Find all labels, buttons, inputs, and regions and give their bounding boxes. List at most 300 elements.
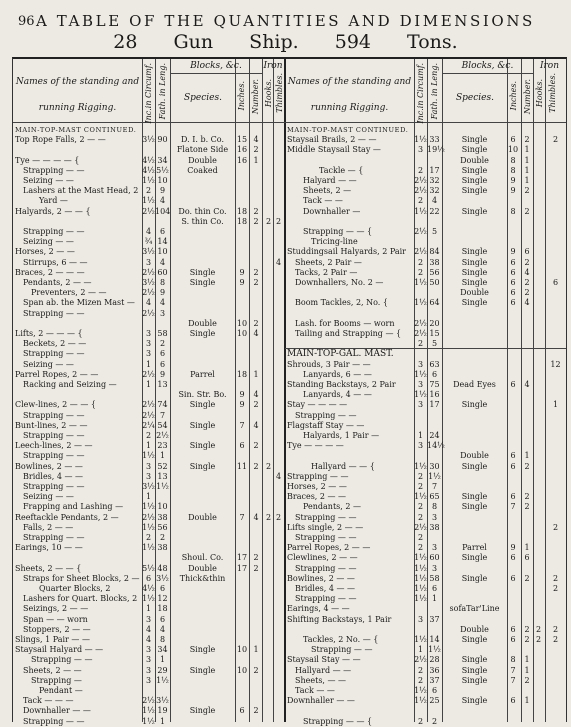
rigging-name: Preventers, 2 — —: [31, 288, 107, 298]
rigging-name: Yard —: [39, 196, 68, 206]
rigging-name: Strapping — —: [295, 594, 357, 604]
thimbles-count: 2: [552, 584, 559, 593]
circumference-value: 2: [417, 165, 424, 175]
species-header-right: Species.: [456, 93, 494, 103]
block-inches: 6: [510, 298, 516, 308]
length-value: 25: [429, 696, 440, 706]
circumference-header: Inc.in Circumf.: [144, 63, 153, 124]
block-number: 2: [524, 135, 530, 145]
rigging-name: MAIN-TOP-GAL. MAST.: [287, 349, 394, 360]
rigging-name: Tack — —: [303, 196, 343, 206]
rigging-name: Seizing — —: [23, 359, 74, 369]
rigging-name: Slings, 1 Pair — —: [15, 635, 90, 644]
block-number: 2: [524, 186, 530, 196]
block-inches: 7: [510, 502, 516, 512]
circumference-value: 2½: [414, 655, 427, 665]
thimbles-count: 4: [275, 257, 282, 267]
rigging-name: Clewlines, 2 — —: [287, 553, 358, 563]
length-value: 56: [429, 267, 440, 277]
circumference-value: 3: [145, 645, 152, 655]
circumference-value: 1½: [414, 206, 427, 216]
block-number: 2: [524, 206, 530, 216]
block-inches: 6: [239, 441, 245, 451]
hooks-count: 2: [535, 624, 542, 634]
length-value: 1: [159, 716, 166, 726]
circumference-value: 1½: [414, 686, 427, 695]
circumference-value: 2: [417, 502, 424, 512]
block-number: 2: [253, 461, 259, 471]
length-value: 60: [157, 267, 168, 277]
circumference-value: 3: [145, 329, 152, 338]
length-value: 6: [159, 614, 166, 624]
block-species: Single: [189, 706, 216, 716]
circumference-value: 1: [145, 492, 152, 502]
length-value: 6: [431, 686, 438, 695]
block-species: Double: [460, 155, 489, 165]
circumference-value: 1½: [414, 594, 427, 604]
length-value: 8: [159, 278, 166, 287]
inches-header: Inches.: [237, 81, 246, 111]
circumference-value: 1½: [414, 635, 427, 644]
block-number: 2: [253, 665, 259, 675]
block-species: Single: [461, 165, 488, 175]
page-number: 96: [18, 14, 35, 29]
circumference-value: 2½: [142, 267, 155, 277]
block-species: Single: [461, 461, 488, 471]
block-inches: 9: [510, 247, 516, 257]
circumference-value: 1½: [142, 594, 155, 604]
rigging-name: Strapping — —: [23, 716, 85, 726]
length-value: 6: [159, 349, 166, 359]
length-value: 3½: [156, 696, 169, 706]
length-value: 29: [157, 665, 168, 675]
block-number: 2: [524, 278, 530, 287]
rigging-name: Earings, 4 — —: [287, 604, 350, 614]
block-species: Coaked: [187, 165, 218, 175]
length-value: 3: [431, 563, 438, 573]
circumference-value: 2: [145, 431, 152, 440]
length-value: 2: [431, 716, 438, 726]
circumference-value: 2½: [414, 318, 427, 328]
circumference-value: 2: [417, 267, 424, 277]
thimbles-count: 2: [552, 573, 559, 583]
length-value: 24: [429, 431, 440, 440]
length-value: 52: [157, 461, 168, 471]
rigging-name: Strapping — —: [23, 533, 85, 542]
length-value: 7: [431, 482, 438, 491]
length-value: 5: [431, 339, 438, 349]
circumference-value: 1½: [414, 553, 427, 563]
block-inches: 6: [510, 635, 516, 644]
block-number: 4: [253, 329, 259, 338]
block-species: Double: [460, 624, 489, 634]
block-species: Double: [460, 288, 489, 298]
block-number: 2: [253, 441, 259, 451]
rigging-name: MAIN-TOP-MAST CONTINUED.: [15, 126, 137, 134]
length-value: 38: [157, 512, 168, 522]
block-inches: 16: [236, 145, 248, 155]
length-value: 65: [429, 492, 440, 502]
block-inches: 7: [239, 420, 245, 430]
circumference-value: 2½: [414, 186, 427, 196]
rigging-name: Bunt-lines, 2 — —: [15, 420, 88, 430]
rigging-name: Hallyard — — {: [311, 461, 375, 471]
circumference-value: 1½: [414, 461, 427, 471]
circumference-value: 1½: [414, 492, 427, 502]
circumference-value: 3: [417, 400, 424, 410]
circumference-value: 4: [145, 227, 152, 236]
block-inches: 10: [507, 145, 519, 155]
length-value: 1½: [428, 471, 441, 481]
circumference-value: 3: [145, 461, 152, 471]
circumference-value: 2: [417, 196, 424, 206]
length-value: 6: [431, 584, 438, 593]
circumference-value: 1½: [414, 135, 427, 145]
block-number: 2: [253, 267, 259, 277]
circumference-value: 1½: [142, 451, 155, 461]
block-inches: 6: [510, 696, 516, 706]
thimbles-count: 2: [552, 135, 559, 145]
circumference-value: 1: [417, 645, 424, 655]
circumference-value: 1½: [142, 716, 155, 726]
block-number: 4: [253, 420, 259, 430]
length-value: 5½: [156, 165, 169, 175]
length-value: 63: [429, 359, 440, 369]
circumference-value: 2½: [414, 176, 427, 185]
hooks-count: 2: [265, 461, 272, 471]
length-value: 1½: [156, 482, 169, 491]
rigging-name: Halyard — —: [303, 176, 357, 185]
block-inches: 18: [236, 369, 248, 379]
circumference-value: 2: [145, 186, 152, 196]
length-value: 6: [431, 369, 438, 379]
length-value: 60: [429, 553, 440, 563]
block-inches: 9: [239, 400, 245, 410]
rigging-name: Bowlines, 2 — —: [15, 461, 83, 471]
block-number: 2: [524, 288, 530, 298]
circumference-value: 1½: [414, 390, 427, 400]
circumference-value: 2½: [414, 247, 427, 257]
circumference-value: 2½: [142, 308, 155, 318]
block-inches: 8: [510, 206, 516, 216]
thimbles-count: 2: [275, 216, 282, 226]
length-value: 38: [429, 257, 440, 267]
rigging-name: Shifting Backstays, 1 Pair: [287, 614, 392, 624]
rigging-name: Falls, 2 — —: [23, 522, 74, 532]
block-number: 1: [253, 369, 259, 379]
rigging-name: Strapping — — {: [303, 227, 373, 236]
rigging-name: Seizing — —: [23, 176, 74, 185]
circumference-value: 1½: [142, 543, 155, 553]
circumference-value: 4½: [142, 165, 155, 175]
rigging-name: Span — — worn: [23, 614, 88, 624]
length-value: 3½: [156, 573, 169, 583]
rigging-name: Staysail Halyard — —: [15, 645, 104, 655]
length-value: 3: [431, 512, 438, 522]
block-number: 1: [524, 696, 530, 706]
length-value: 1: [159, 451, 166, 461]
rigging-name: Braces, 2 — — —: [15, 267, 85, 277]
rigging-name: Horses, 2 — —: [15, 247, 75, 257]
circumference-value: 3: [145, 257, 152, 267]
iron-header: Iron: [263, 61, 283, 71]
length-value: 23: [157, 441, 168, 451]
thimbles-count: 2: [552, 635, 559, 644]
circumference-value: 2½: [142, 206, 155, 216]
circumference-value: 2: [417, 471, 424, 481]
block-inches: 6: [510, 288, 516, 298]
circumference-value: 2½: [142, 410, 155, 420]
block-species: Sin. Str. Bo.: [178, 390, 227, 400]
circumference-value: 3: [417, 614, 424, 624]
circumference-value: 2: [417, 339, 424, 349]
block-species: Single: [461, 665, 488, 675]
length-value: 36: [429, 665, 440, 675]
length-value: 1½: [156, 675, 169, 685]
length-value: 4: [159, 257, 166, 267]
length-value: 32: [429, 186, 440, 196]
blocks-header: Blocks, &c.: [190, 61, 242, 71]
length-value: 64: [429, 298, 440, 308]
rigging-name: Tack — —: [295, 686, 335, 695]
circumference-value: 1: [145, 380, 152, 389]
circumference-value: 1½: [142, 196, 155, 206]
rigging-name: Strapping — —: [295, 410, 357, 420]
rigging-name: Strapping — — {: [303, 716, 373, 726]
circumference-value: 1½: [142, 706, 155, 716]
block-species: Single: [189, 400, 216, 410]
block-inches: 9: [239, 278, 245, 287]
rigging-name: Shrouds, 3 Pair — —: [287, 359, 371, 369]
circumference-value: 1: [417, 431, 424, 440]
rigging-name: Downhaller — —: [23, 706, 91, 716]
circumference-value: 3: [145, 349, 152, 359]
length-value: 48: [157, 563, 168, 573]
block-inches: 8: [510, 655, 516, 665]
block-inches: 6: [510, 573, 516, 583]
length-value: 37: [429, 675, 440, 685]
block-inches: 8: [510, 155, 516, 165]
block-number: 2: [253, 206, 259, 216]
circumference-value: 2: [417, 543, 424, 553]
circumference-value: 2½: [414, 227, 427, 236]
circumference-value: 3: [145, 665, 152, 675]
rigging-name: Sheets, — —: [295, 675, 347, 685]
length-value: 6: [159, 359, 166, 369]
hooks-header-right: Hooks.: [535, 79, 544, 108]
circumference-value: 2: [417, 257, 424, 267]
block-number: 4: [253, 512, 259, 522]
section-divider: [285, 348, 566, 349]
block-inches: 8: [510, 165, 516, 175]
block-inches: 18: [236, 216, 248, 226]
block-species: Single: [461, 675, 488, 685]
rigging-name: Seizing — —: [23, 237, 74, 247]
block-inches: 17: [236, 553, 248, 563]
length-value: 10: [157, 176, 168, 185]
block-inches: 17: [236, 563, 248, 573]
block-species: Double: [460, 451, 489, 461]
circumference-value: 3½: [142, 482, 155, 491]
rigging-name: Parrel Ropes, 2 — —: [287, 543, 371, 553]
circumference-value: 3: [145, 655, 152, 665]
length-value: 4: [159, 624, 166, 634]
rigging-name: Strapping — —: [23, 482, 85, 491]
block-inches: 10: [236, 645, 248, 655]
rigging-name: Boom Tackles, 2, No. {: [295, 298, 388, 308]
length-value: 2: [159, 533, 166, 542]
block-inches: 6: [510, 257, 516, 267]
rigging-name: Braces, 2 — —: [287, 492, 347, 502]
length-value: 7: [159, 410, 166, 420]
thimbles-header-right: Thimbles.: [548, 73, 557, 113]
circumference-value: 1: [145, 359, 152, 369]
length-value: 4: [159, 298, 166, 308]
block-number: 4: [524, 298, 530, 308]
table-subtitle: 28 Gun Ship. 594 Tons.: [113, 31, 458, 53]
block-inches: 6: [510, 492, 516, 502]
rigging-name: Straps for Sheet Blocks, 2 —: [23, 573, 140, 583]
block-species: Single: [189, 461, 216, 471]
block-species: Single: [189, 420, 216, 430]
block-number: 2: [253, 553, 259, 563]
rigging-name: Bridles, 4 — —: [23, 471, 84, 481]
rigging-name: Frapping and Lashing —: [23, 502, 124, 512]
circumference-value: 2¼: [142, 420, 155, 430]
block-species: Single: [461, 655, 488, 665]
rigging-name: Strapping —: [31, 675, 82, 685]
block-number: 2: [253, 318, 259, 328]
blocks-header-right: Blocks, &c.: [461, 61, 514, 71]
length-value: 18: [157, 604, 168, 614]
rigging-name: Tye — — — — {: [15, 155, 80, 165]
rigging-name: Halyards, 1 Pair —: [303, 431, 380, 440]
length-value: 75: [429, 380, 440, 389]
rigging-name: Seizings, 2 — —: [23, 604, 89, 614]
rigging-name: Stay — — — —: [287, 400, 348, 410]
block-inches: 6: [510, 553, 516, 563]
block-number: 2: [524, 461, 530, 471]
block-inches: 7: [239, 512, 245, 522]
block-species: Shoul. Co.: [181, 553, 224, 563]
rigging-name: Pendants, 2 — —: [23, 278, 92, 287]
rigging-name: Downhaller —: [303, 206, 361, 216]
length-value: 30: [429, 461, 440, 471]
rigging-name: Strapping — —: [23, 227, 85, 236]
circumference-value: 2: [417, 512, 424, 522]
rigging-name: Strapping — —: [295, 512, 357, 522]
length-value: 8: [431, 502, 438, 512]
block-species: Single: [461, 492, 488, 502]
block-inches: 9: [510, 543, 516, 553]
rigging-name: Lifts single, 2 — —: [287, 522, 364, 532]
rigging-name: Tye — — — —: [287, 441, 344, 451]
length-value: 2½: [156, 431, 169, 440]
length-value: 8: [159, 635, 166, 644]
circumference-value: 3½: [142, 247, 155, 257]
circumference-value: 2½: [142, 400, 155, 410]
circumference-value: 2½: [414, 329, 427, 338]
block-species: Single: [189, 665, 216, 675]
thimbles-header: Thimbles.: [275, 73, 284, 113]
circumference-value: 1½: [414, 696, 427, 706]
block-species: Single: [189, 441, 216, 451]
block-species: Single: [461, 696, 488, 706]
block-number: 2: [524, 573, 530, 583]
rigging-name: Quarter Blocks, 2: [39, 584, 111, 593]
circumference-value: 2: [417, 675, 424, 685]
circumference-value: 5½: [142, 563, 155, 573]
block-species: Single: [461, 400, 488, 410]
rigging-name: Staysail Stay — —: [287, 655, 361, 665]
block-number: 2: [253, 216, 259, 226]
length-value: 15: [429, 329, 440, 338]
block-species: Parrel: [462, 543, 487, 553]
rigging-name: Strapping — —: [23, 308, 85, 318]
rigging-name: Leech-lines, 2 — —: [15, 441, 93, 451]
block-species: Single: [461, 502, 488, 512]
length-value: 58: [429, 573, 440, 583]
length-value: 17: [429, 165, 440, 175]
block-inches: 7: [510, 665, 516, 675]
rigging-name: Pendants, 2 —: [303, 502, 361, 512]
block-species: Single: [461, 145, 488, 155]
names-header-right: Names of the standing and running Rigging.: [287, 77, 412, 113]
circumference-value: 3: [145, 471, 152, 481]
block-inches: 18: [236, 206, 248, 216]
thimbles-count: 4: [275, 471, 282, 481]
page-title: A TABLE OF THE QUANTITIES AND DIMENSIONS: [36, 12, 535, 30]
length-value: 12: [157, 594, 168, 604]
circumference-value: 2½: [142, 696, 155, 706]
rigging-name: Halyards, 2 — — {: [15, 206, 91, 216]
length-value: 50: [429, 278, 440, 287]
rigging-name: Stirrups, 6 — —: [23, 257, 88, 267]
circumference-value: 6: [145, 573, 152, 583]
rigging-name: Clew-lines, 2 — — {: [15, 400, 96, 410]
length-value: 38: [157, 543, 168, 553]
circumference-value: 3½: [142, 135, 155, 145]
block-inches: 6: [510, 451, 516, 461]
length-value: 28: [429, 655, 440, 665]
length-value: 17: [429, 400, 440, 410]
thimbles-count: 2: [275, 512, 282, 522]
circumference-value: 1½: [414, 563, 427, 573]
block-species: Do. thin Co.: [178, 206, 227, 216]
rigging-name: Hallyard — —: [295, 665, 352, 675]
circumference-value: 1½: [414, 278, 427, 287]
length-value: 34: [157, 155, 168, 165]
block-number: 2: [524, 635, 530, 644]
length-value: 14: [429, 635, 440, 644]
block-species: Single: [189, 645, 216, 655]
circumference-value: 4½: [142, 155, 155, 165]
rigging-name: Tailing and Strapping — {: [295, 329, 402, 338]
rigging-name: Strapping — —: [23, 410, 85, 420]
circumference-value: 1: [145, 604, 152, 614]
block-number: 2: [253, 400, 259, 410]
block-inches: 15: [236, 135, 248, 145]
block-species: Single: [461, 206, 488, 216]
block-inches: 6: [510, 267, 516, 277]
length-value: 19: [157, 706, 168, 716]
block-number: 1: [253, 155, 259, 165]
block-number: 6: [524, 247, 530, 257]
block-number: 1: [524, 145, 530, 155]
length-value: 3: [431, 543, 438, 553]
length-value: 5: [431, 227, 438, 236]
inches-header-right: Inches.: [509, 81, 518, 111]
